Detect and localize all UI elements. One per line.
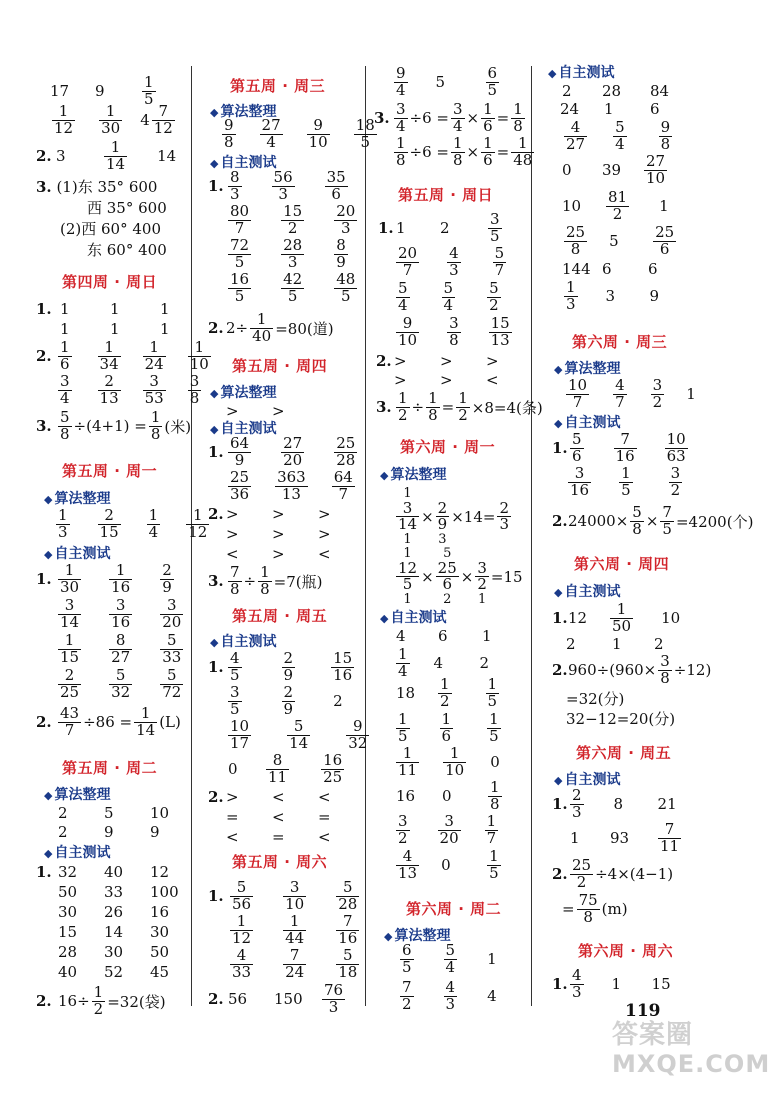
subheading-self-test: ◆ 自主测试 — [548, 65, 615, 81]
fraction: 2 15 — [99, 506, 119, 541]
cancelled-fraction: 1 12 5 1 — [398, 546, 418, 608]
c3-sun-q3: 3. $\frac{1}{2}$ ÷ $\frac{1}{8}$ = $\frac{1}{2}$ ×8=4(条) — [376, 389, 543, 424]
c3-top-q3-e1: 3. $\frac{3}{4}$ ÷6 = $\frac{3}{4}$ × $\frac{1}{6}$ = $\frac{1}{8}$ — [374, 100, 523, 135]
c1-row2: 1 12 1 30 4 7 12 — [54, 102, 173, 137]
subheading-self-test: ◆ 自主测试 — [44, 845, 111, 861]
column-divider-3 — [531, 66, 532, 1006]
heading-week6-thursday: 第六周 · 周四 — [574, 555, 670, 573]
c4-r2: 24 1 6 — [560, 100, 660, 118]
c1-w5t-alg2: 2 9 9 — [58, 823, 160, 841]
heading-week5-friday: 第五周 · 周五 — [232, 607, 328, 625]
c4-r6: 25 8 5 25 6 — [566, 223, 675, 258]
c2-thu-alg: > > — [226, 402, 285, 420]
c2-thu-q3: 3. $\frac{7}{8}$ ÷ $\frac{1}{8}$ =7(瓶) — [208, 563, 323, 598]
cancelled-fraction: 2 9 3 — [437, 498, 448, 548]
c2-sat-r1: 1. 5 56 3 10 5 28 — [208, 878, 358, 913]
c2-fri-r2: 3 5 2 9 2 — [230, 683, 343, 718]
c1-w4-q3: 3. $\frac{5}{8}$ ÷(4+1) = $\frac{1}{8}$ (米) — [36, 408, 192, 443]
fraction: 1 30 — [101, 102, 121, 137]
c2-thu-q2-r2: > > > — [226, 525, 331, 543]
heading-week4-sunday: 第四周 · 周日 — [62, 273, 158, 291]
c3-sun-r1: 1. 1 2 3 5 — [378, 210, 500, 245]
c1-w5t-q2: 2. 16÷ $\frac{1}{2}$ =32(袋) — [36, 983, 166, 1018]
c3-top-q3-e2: $\frac{1}{8}$ ÷6 = $\frac{1}{8}$ × $\frac{1}{6}$ = $\frac{1}{48}$ — [396, 134, 533, 169]
fraction: 1 24 — [144, 338, 164, 373]
fraction: 5 72 — [162, 666, 182, 701]
fraction: 1 30 — [60, 561, 80, 596]
c3-mon-r8: 4 13 0 1 5 — [398, 847, 499, 882]
c2-fri-r3: 10 17 5 14 9 32 — [230, 717, 368, 752]
watermark-logo: 答案圈 — [612, 1020, 694, 1050]
c3-sun-q2-r2: > > < — [394, 371, 499, 389]
c2-thu-q2-r3: < > < — [226, 545, 331, 563]
c1-w5t-r4: 15 14 30 — [58, 923, 170, 941]
c1-w4-q2-row2 — [56, 374, 203, 407]
c2-fri-q2-r1: 2. > < < — [208, 788, 331, 806]
c4-r1: 2 28 84 — [562, 82, 670, 100]
page-number: 119 — [625, 1001, 661, 1021]
c1-w5t-r3: 30 26 16 — [58, 903, 170, 921]
cancelled-fraction: 3 2 1 — [477, 558, 487, 608]
subheading-algorithm: ◆ 算法整理 — [384, 928, 451, 944]
heading-week5-saturday: 第五周 · 周六 — [232, 853, 328, 871]
c4-thu-r2: 2 1 2 — [566, 635, 664, 653]
subheading-self-test: ◆ 自主测试 — [210, 634, 277, 650]
fraction: $\frac{1}{8}$ — [150, 408, 161, 443]
fraction: 2 9 — [162, 561, 172, 596]
fraction: 1 3 — [58, 506, 68, 541]
fraction: 5 32 — [111, 666, 131, 701]
heading-week6-friday: 第六周 · 周五 — [576, 744, 672, 762]
c4-thu-r1: 1. 12 1 50 10 — [552, 600, 681, 635]
fraction: 1 4 — [148, 506, 159, 541]
c2-wed-r3: 72 5 28 3 8 9 — [230, 236, 346, 271]
c2-wed-r1: 1. 8 3 56 3 35 6 — [208, 168, 346, 203]
fraction: 1 15 — [60, 631, 80, 666]
c4-wed-r1: 1. 5 6 7 16 10 63 — [552, 430, 686, 465]
c1-w5m-q1-r1: 1. 1 30 1 16 2 9 — [36, 561, 172, 596]
c4-thu-q2: 2. 960÷(960× $\frac{3}{8}$ ÷12) — [552, 652, 712, 687]
c2-fri-r4: 0 8 11 16 25 — [228, 751, 343, 786]
c1-q3-line4: 东 60° 400 — [87, 241, 167, 259]
fraction: 3 14 — [60, 596, 80, 631]
heading-week6-monday: 第六周 · 周一 — [400, 438, 496, 456]
subheading-algorithm: ◆ 算法整理 — [44, 491, 111, 507]
c1-w5t-alg1: 2 5 10 — [58, 804, 170, 822]
fraction: 1 16 — [111, 561, 131, 596]
c2-thu-r1: 1. 64 9 27 20 25 28 — [208, 434, 356, 469]
c1-w5m-q1-r4 — [56, 668, 185, 701]
c1-w4-q1-row2: 1 1 1 — [60, 320, 170, 338]
fraction: $\frac{5}{8}$ — [60, 408, 70, 443]
c1-w5t-r6: 40 52 45 — [58, 963, 170, 981]
c1-w4-q1: 1. 1 1 1 — [36, 300, 170, 318]
c4-r3: 4 27 5 4 9 8 — [566, 118, 671, 153]
c3-sun-r3: 5 4 5 4 5 2 — [398, 279, 499, 314]
fraction: 3 53 — [144, 372, 164, 407]
c4-wed-r2: 3 16 1 5 3 2 — [570, 464, 681, 499]
c1-w5t-r2: 50 33 100 — [58, 883, 179, 901]
c3-mon-r7: 3 2 3 20 1 7 — [398, 812, 497, 847]
fraction: 5 33 — [162, 631, 182, 666]
c3-tue-r1: 6 5 5 4 1 — [402, 941, 497, 976]
heading-week5-sunday: 第五周 · 周日 — [398, 186, 494, 204]
c2-thu-q2-r1: 2. > > > — [208, 505, 331, 523]
fraction: 1 10 — [189, 338, 209, 373]
c4-r8: 1 3 3 9 — [566, 278, 660, 313]
c3-mon-cancel-2: 1 12 5 1 × 5 25 6 2 × 3 2 1 =15 — [398, 546, 523, 608]
cancelled-fraction: 5 25 6 2 — [437, 546, 457, 608]
c4-r4: 0 39 27 10 — [562, 152, 666, 187]
c1-q3-line3: (2)西 60° 400 — [60, 220, 162, 238]
subheading-algorithm: ◆ 算法整理 — [210, 385, 277, 401]
subheading-self-test: ◆ 自主测试 — [554, 772, 621, 788]
heading-week6-tuesday: 第六周 · 周二 — [406, 900, 502, 918]
c3-mon-r4: 1 5 1 6 1 5 — [398, 710, 499, 745]
c2-fri-q2-r2: = < = — [226, 808, 331, 826]
heading-week5-tuesday: 第五周 · 周二 — [62, 759, 158, 777]
fraction: 3 8 — [189, 372, 200, 407]
fraction: 1 34 — [99, 338, 119, 373]
heading-week6-saturday: 第六周 · 周六 — [578, 942, 674, 960]
c4-thu-q2-line3: 32−12=20(分) — [566, 710, 676, 728]
c2-wed-r2: 80 7 15 2 20 3 — [230, 202, 356, 237]
fraction: 1 14 — [106, 138, 126, 173]
fraction: 7 12 — [153, 102, 173, 137]
heading-week5-monday: 第五周 · 周一 — [62, 462, 158, 480]
c3-sun-r2: 20 7 4 3 5 7 — [398, 244, 505, 279]
c3-sun-q2-r1: 2. > > > — [376, 352, 499, 370]
fraction: 3 16 — [111, 596, 131, 631]
c2-wed-q2: 2. 2÷ $\frac{1}{40}$ =80(道) — [208, 310, 334, 345]
fraction: 1 5 — [144, 73, 154, 108]
c2-thu-r2: 25 36 363 13 64 7 — [230, 468, 353, 503]
subheading-self-test: ◆ 自主测试 — [44, 546, 111, 562]
fraction: $\frac{1}{2}$ — [93, 983, 104, 1018]
c1-w5m-q1-r2 — [56, 598, 185, 631]
c4-fri-r1: 1. 2 3 8 21 — [552, 786, 677, 821]
c1-q2: 2. 3 1 14 14 — [36, 138, 177, 173]
c2-fri-r1: 1. 4 5 2 9 15 16 — [208, 649, 353, 684]
fraction: 1 6 — [60, 338, 70, 373]
c4-fri-r2: 1 93 7 11 — [570, 820, 680, 855]
c1-w4-q2: 2. 1 6 1 34 1 24 1 10 — [36, 338, 209, 373]
c4-r5: 10 81 2 1 — [562, 188, 669, 223]
c1-row1: 17 9 1 5 — [50, 73, 154, 108]
c4-fri-q2-line2: = $\frac{75}{8}$ (m) — [562, 891, 628, 926]
c3-mon-cancel-1: 1 3 14 1 × 2 9 3 ×14= $\frac{2}{3}$ — [398, 486, 509, 548]
subheading-self-test: ◆ 自主测试 — [210, 421, 277, 437]
c2-sat-q2: 2. 56 150 76 3 — [208, 981, 344, 1016]
c2-wed-alg: 9 8 27 4 9 10 18 5 — [224, 116, 375, 151]
c1-w5t-r5: 28 30 50 — [58, 943, 170, 961]
c1-w5m-alg — [54, 508, 211, 541]
subheading-algorithm: ◆ 算法整理 — [554, 361, 621, 377]
fraction: 3 20 — [162, 596, 182, 631]
c3-mon-r3: 18 1 2 1 5 — [396, 675, 498, 710]
c4-sat-r1: 1. 4 3 1 15 — [552, 966, 671, 1001]
fraction: 2 25 — [60, 666, 80, 701]
heading-week5-wednesday: 第五周 · 周三 — [230, 77, 326, 95]
watermark-url: MXQE.COM — [612, 1050, 770, 1078]
subheading-algorithm: ◆ 算法整理 — [44, 787, 111, 803]
c2-sat-r3: 4 33 7 24 5 18 — [232, 946, 358, 981]
subheading-self-test: ◆ 自主测试 — [554, 415, 621, 431]
column-divider-2 — [365, 66, 366, 1006]
c3-mon-r2: 1 4 4 2 — [398, 645, 490, 680]
c3-mon-r6: 16 0 1 8 — [396, 778, 500, 813]
c4-fri-q2: 2. $\frac{25}{2}$ ÷4×(4−1) — [552, 856, 674, 891]
c1-q3-line2: 西 35° 600 — [87, 199, 167, 217]
fraction: $\frac{43}{7}$ — [60, 704, 80, 739]
c1-q3-line1: 3. (1)东 35° 600 — [36, 178, 158, 196]
c3-tue-r2: 7 2 4 3 4 — [402, 978, 497, 1013]
c4-thu-q2-line2: =32(分) — [566, 690, 625, 708]
c2-fri-q2-r3: < = < — [226, 828, 331, 846]
c3-sun-r4: 9 10 3 8 15 13 — [398, 314, 510, 349]
fraction: $\frac{1}{14}$ — [136, 704, 156, 739]
subheading-algorithm: ◆ 算法整理 — [210, 104, 277, 120]
fraction: 2 13 — [99, 372, 119, 407]
heading-week6-wednesday: 第六周 · 周三 — [572, 333, 668, 351]
c4-r7: 144 6 6 — [562, 260, 658, 278]
c1-w5m-q1-r3 — [56, 633, 185, 666]
c1-w5m-q2: 2. $\frac{43}{7}$ ÷86 = $\frac{1}{14}$ (L) — [36, 704, 181, 739]
subheading-self-test: ◆ 自主测试 — [380, 610, 447, 626]
heading-week5-thursday: 第五周 · 周四 — [232, 357, 328, 375]
c2-sat-r2: 1 12 1 44 7 16 — [232, 912, 358, 947]
fraction: 3 4 — [60, 372, 70, 407]
subheading-algorithm: ◆ 算法整理 — [380, 467, 447, 483]
fraction: 8 27 — [111, 631, 131, 666]
c2-wed-r4: 16 5 42 5 48 5 — [230, 270, 356, 305]
c4-wed-alg: 10 7 4 7 3 2 1 — [568, 376, 696, 411]
subheading-self-test: ◆ 自主测试 — [210, 155, 277, 171]
c4-wed-q2: 2. 24000× $\frac{5}{8}$ × $\frac{7}{5}$ =4200(个) — [552, 503, 754, 538]
c3-mon-r1: 4 6 1 — [396, 627, 492, 645]
c3-mon-r5: 1 11 1 10 0 — [398, 744, 500, 779]
fraction: 1 12 — [54, 102, 74, 137]
cancelled-fraction: 1 3 14 1 — [398, 486, 418, 548]
fraction: 1 12 — [188, 506, 208, 541]
subheading-self-test: ◆ 自主测试 — [554, 584, 621, 600]
c3-top-r1: 9 4 5 6 5 — [396, 64, 498, 99]
c1-w5t-r1: 1. 32 40 12 — [36, 863, 170, 881]
